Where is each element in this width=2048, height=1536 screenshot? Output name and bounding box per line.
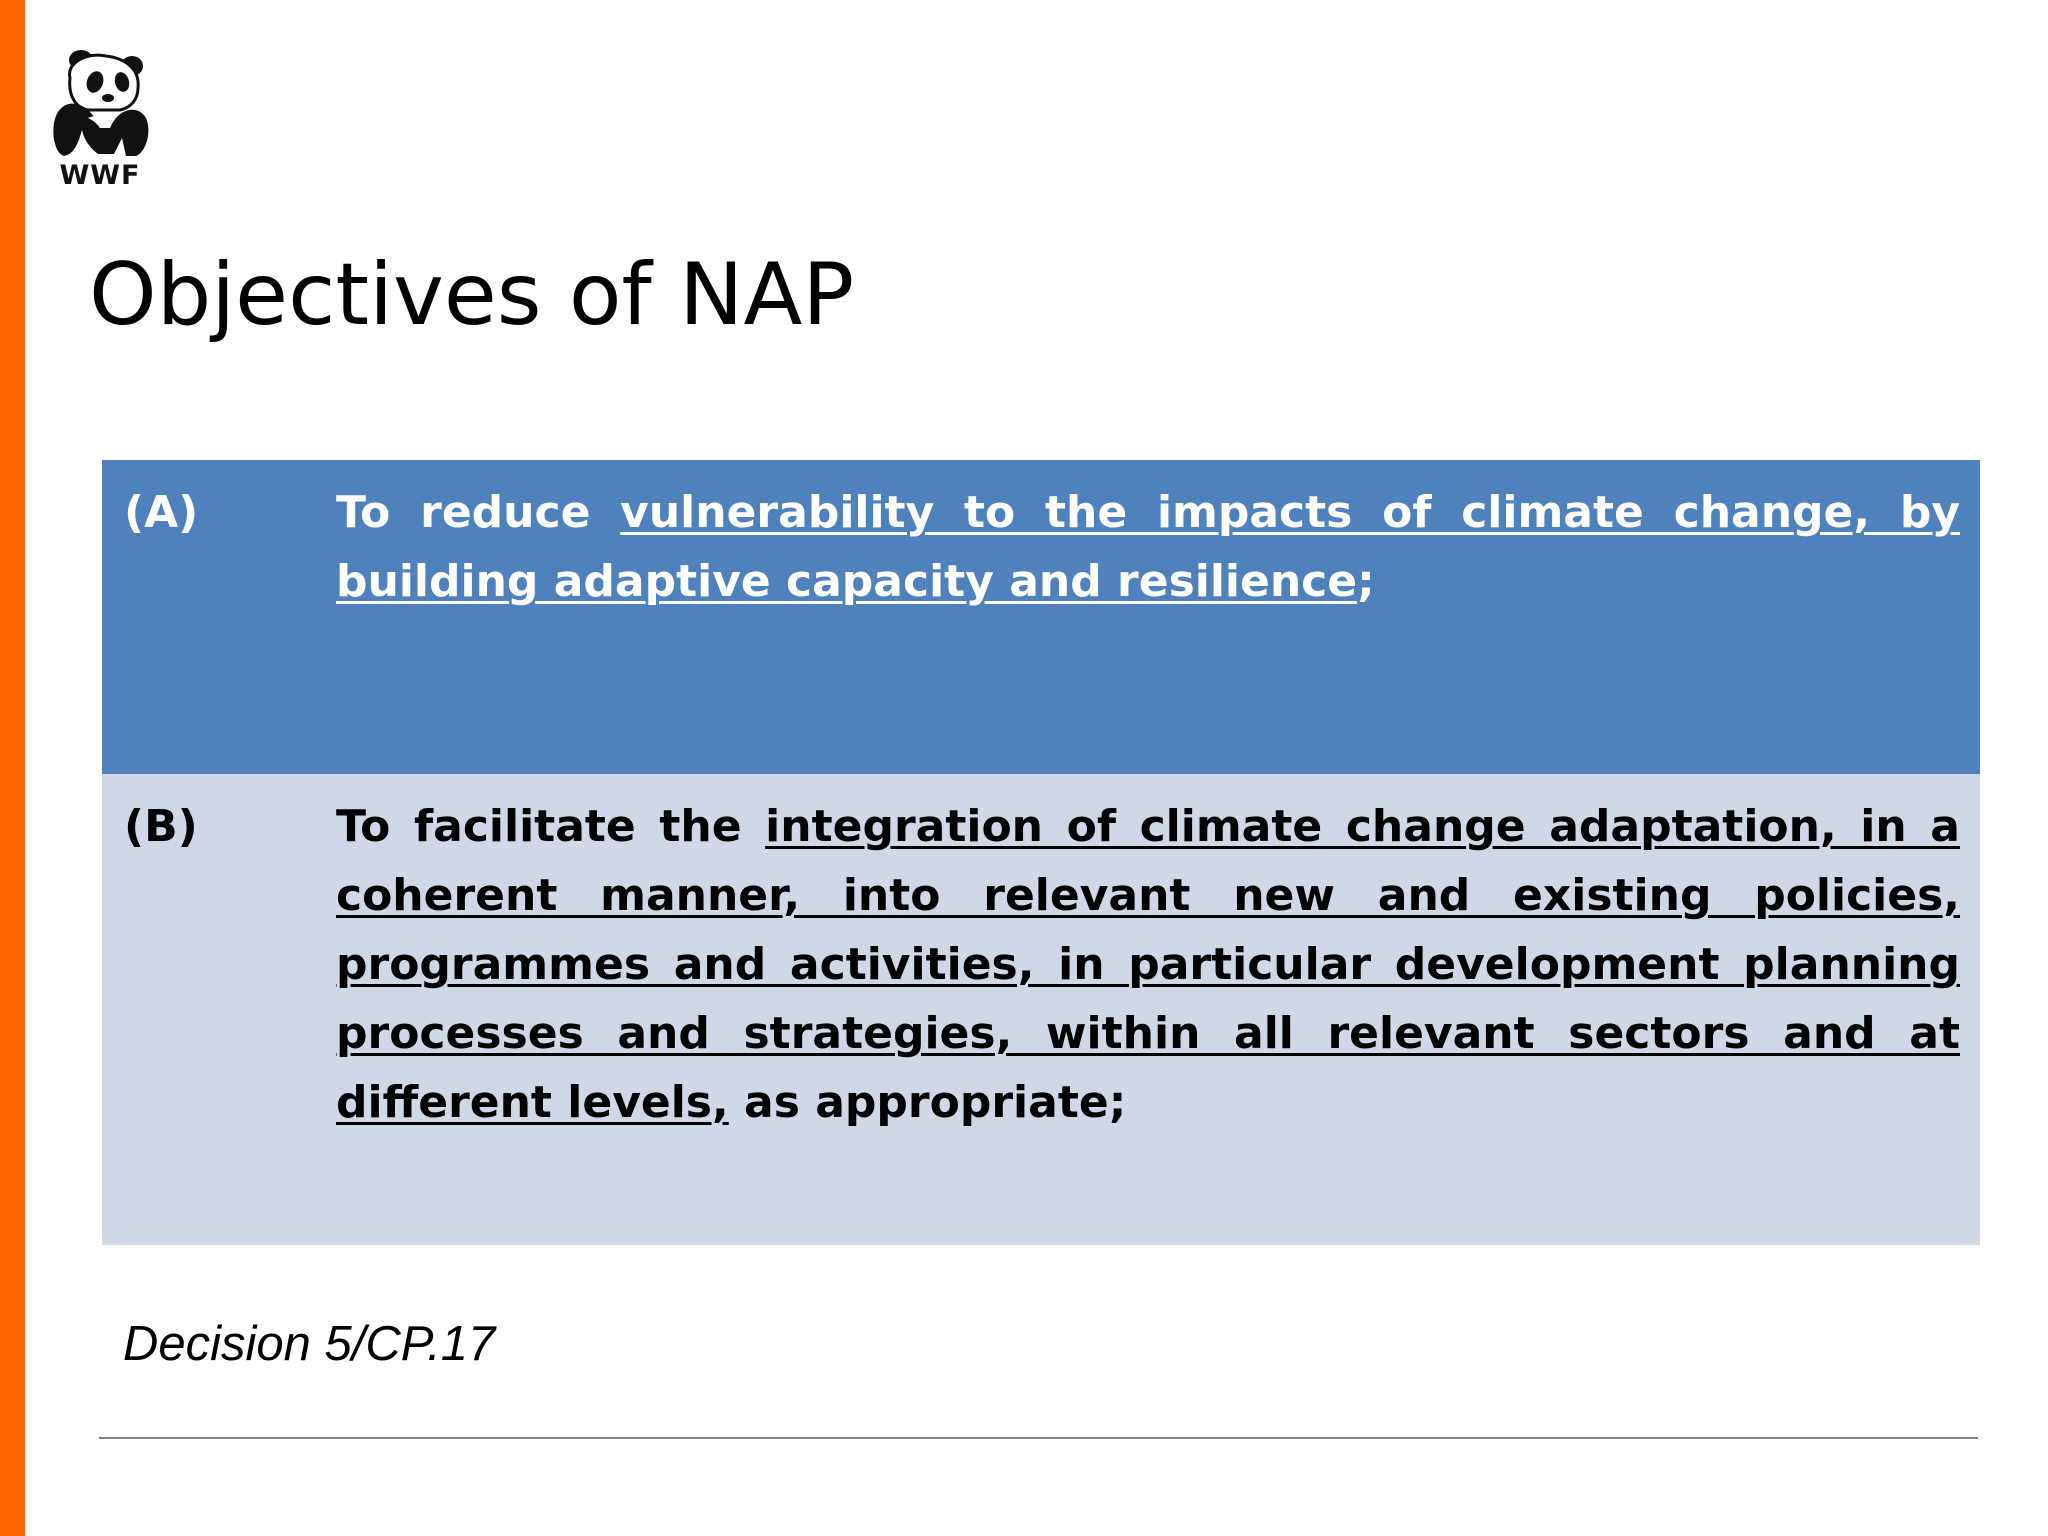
objective-suffix-b: as appropriate; <box>728 1077 1127 1128</box>
citation: Decision 5/CP.17 <box>123 1317 496 1371</box>
objective-row-a <box>102 460 1980 774</box>
objective-suffix-a: ; <box>1357 556 1375 607</box>
wwf-logo <box>48 48 152 196</box>
footer-divider <box>99 1437 1978 1439</box>
slide-title: Objectives of NAP <box>89 245 855 345</box>
objective-prefix-b: To facilitate the <box>336 801 766 852</box>
objective-emphasis-b: integration of climate change adaptation, in a coherent manner, into relevant new and existing policies, programmes and activities, in particular development planning processes and strategies, within all relevant sectors and at different levels, <box>336 801 1960 1128</box>
objective-emphasis-a: vulnerability to the impacts of climate change, by building adaptive capacity and resilience <box>336 487 1960 607</box>
accent-bar <box>0 0 25 1536</box>
logo-text: WWF <box>59 160 141 191</box>
objective-prefix-a: To reduce <box>336 487 621 538</box>
objective-text-a <box>336 478 1960 616</box>
objectives-table <box>102 460 1980 1245</box>
objective-text-b <box>336 792 1960 1137</box>
objective-row-b <box>102 774 1980 1245</box>
objective-label-b: (B) <box>124 801 198 852</box>
objective-label-a: (A) <box>124 487 199 538</box>
panda-icon <box>48 48 152 160</box>
